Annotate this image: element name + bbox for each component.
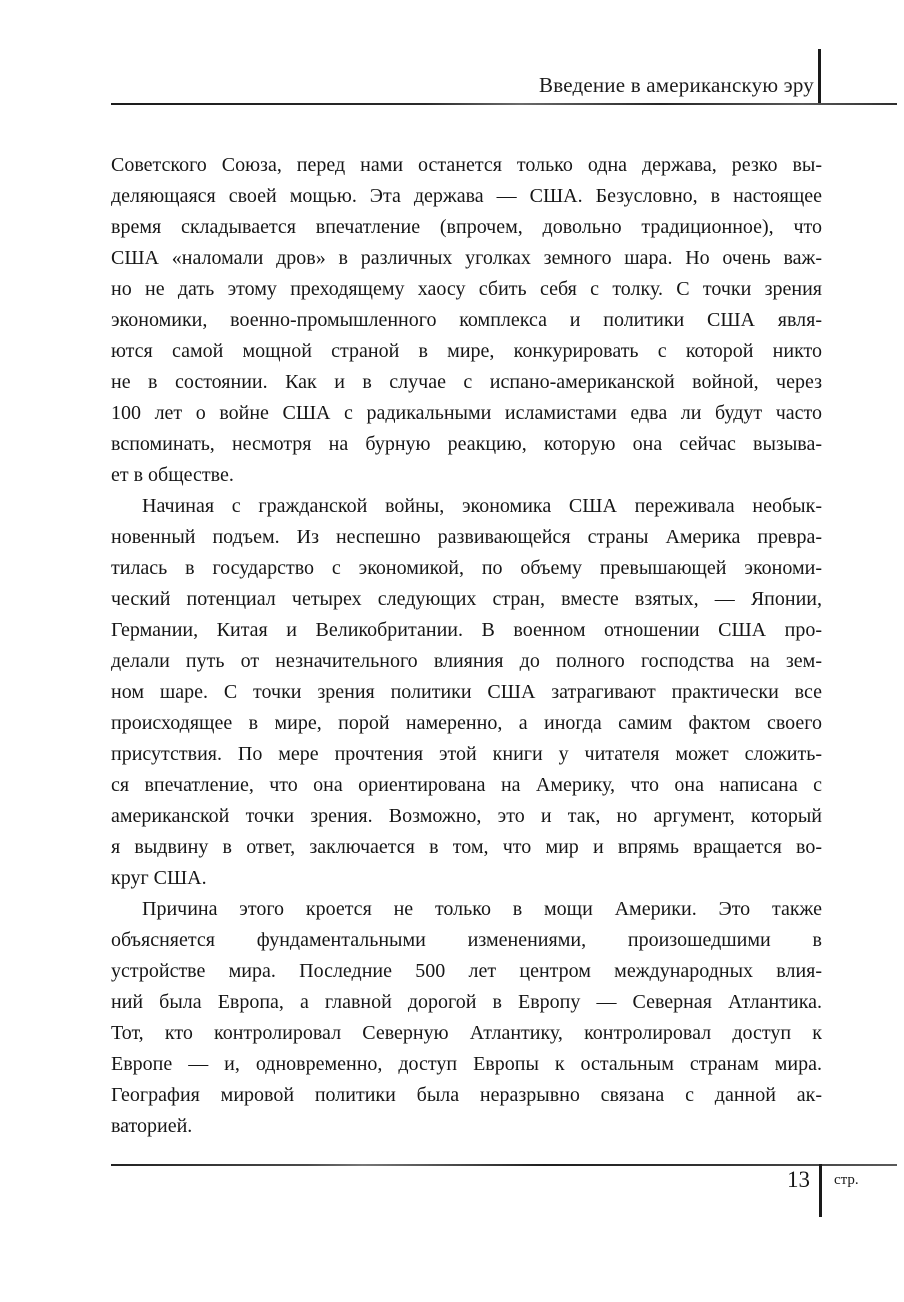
text-line: делали путь от незначительного влияния до полного господства на зем- [111, 650, 822, 672]
text-line: объясняется фундаментальными изменениями, произошедшими в [111, 929, 822, 951]
header-vertical-rule [818, 49, 821, 105]
text-line: США «наломали дров» в различных уголках земного шара. Но очень важ- [111, 247, 822, 269]
text-line: деляющаяся своей мощью. Эта держава — США. Безусловно, в настоящее [111, 185, 822, 207]
text-line: ет в обществе. [111, 464, 234, 486]
running-title: Введение в американскую эру [539, 73, 814, 97]
text-line: но не дать этому преходящему хаосу сбить себя с толку. С точки зрения [111, 278, 822, 300]
text-line: круг США. [111, 867, 207, 889]
text-line: Начиная с гражданской войны, экономика США переживала необык- [142, 495, 822, 517]
text-line: Тот, кто контролировал Северную Атлантику, контролировал доступ к [111, 1022, 822, 1044]
text-line: ся впечатление, что она ориентирована на Америку, что она написана с [111, 774, 822, 796]
footer-horizontal-rule [111, 1164, 897, 1166]
text-line: ются самой мощной страной в мире, конкурировать с которой никто [111, 340, 822, 362]
text-line: ном шаре. С точки зрения политики США затрагивают практически все [111, 681, 822, 703]
text-line: американской точки зрения. Возможно, это и так, но аргумент, который [111, 805, 822, 827]
text-line: тилась в государство с экономикой, по объему превышающей экономи- [111, 557, 822, 579]
text-line: я выдвину в ответ, заключается в том, что мир и впрямь вращается во- [111, 836, 822, 858]
text-line: Советского Союза, перед нами останется только одна держава, резко вы- [111, 154, 822, 176]
page-number: 13 [787, 1167, 810, 1192]
text-line: ческий потенциал четырех следующих стран, вместе взятых, — Японии, [111, 588, 822, 610]
text-line: новенный подъем. Из неспешно развивающейся страны Америка превра- [111, 526, 822, 548]
text-line: Причина этого кроется не только в мощи Америки. Это также [142, 898, 822, 920]
text-line: устройстве мира. Последние 500 лет центром международных влия- [111, 960, 822, 982]
text-line: 100 лет о войне США с радикальными исламистами едва ли будут часто [111, 402, 822, 424]
footer-vertical-rule [819, 1164, 822, 1217]
text-line: не в состоянии. Как и в случае с испано-американской войной, через [111, 371, 822, 393]
page-label: стр. [834, 1172, 859, 1188]
text-line: ний была Европа, а главной дорогой в Европу — Северная Атлантика. [111, 991, 822, 1013]
text-line: экономики, военно-промышленного комплекса и политики США явля- [111, 309, 822, 331]
text-line: Германии, Китая и Великобритании. В военном отношении США про- [111, 619, 822, 641]
text-line: География мировой политики была неразрывно связана с данной ак- [111, 1084, 822, 1106]
text-block [111, 150, 822, 1142]
text-line: присутствия. По мере прочтения этой книги у читателя может сложить- [111, 743, 822, 765]
text-line: время складывается впечатление (впрочем, довольно традиционное), что [111, 216, 822, 238]
header-horizontal-rule [111, 103, 897, 105]
text-line: вспоминать, несмотря на бурную реакцию, которую она сейчас вызыва- [111, 433, 822, 455]
text-line: Европе — и, одновременно, доступ Европы к остальным странам мира. [111, 1053, 822, 1075]
text-line: ваторией. [111, 1115, 193, 1137]
text-line: происходящее в мире, порой намеренно, а иногда самим фактом своего [111, 712, 822, 734]
